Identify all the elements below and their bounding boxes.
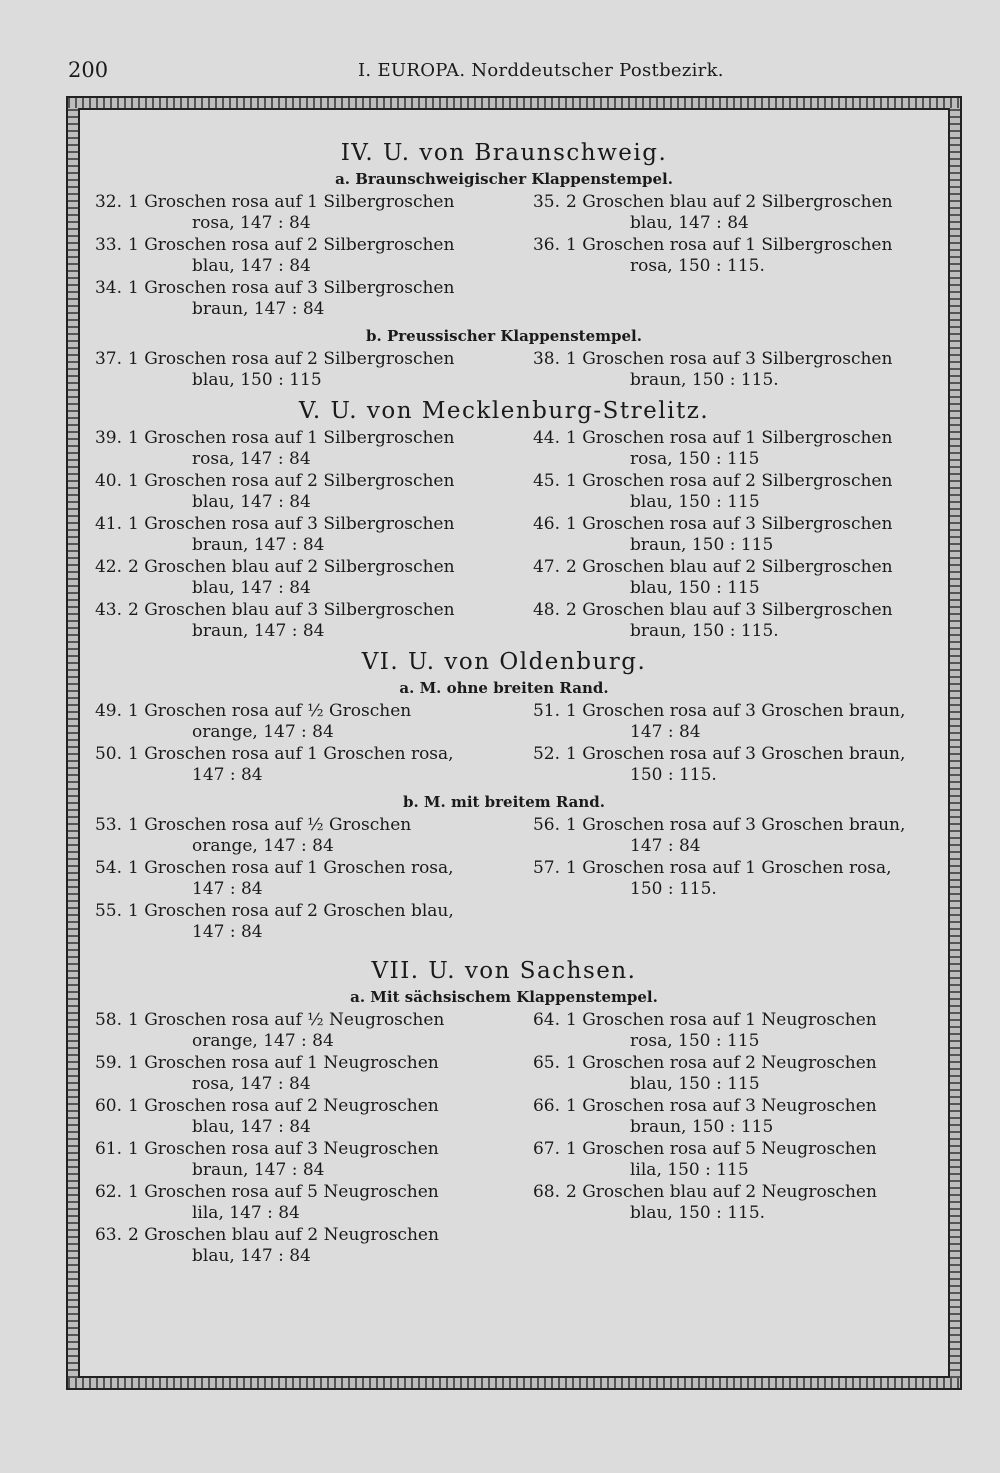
entry-number: 39. [94,428,122,448]
entry-description: 2 Groschen blau auf 3 Silbergroschen [128,600,455,620]
subsection-title: a. Mit sächsischem Klappenstempel. [350,988,658,1006]
entry-color-ratio: braun, 150 : 115 [630,1117,774,1137]
entry-color-ratio: blau, 147 : 84 [192,256,311,276]
entry-number: 34. [94,278,122,298]
entry-columns [84,701,924,787]
entry-number: 67. [532,1139,560,1159]
catalog-entry [84,744,486,786]
entry-color-ratio: braun, 147 : 84 [192,621,325,641]
entry-color-ratio: blau, 147 : 84 [192,1117,311,1137]
entry-text [128,514,486,556]
entry-color-ratio: rosa, 150 : 115 [630,1031,760,1051]
entry-description: 1 Groschen rosa auf 3 Groschen braun, [566,744,906,764]
entry-number: 53. [94,815,122,835]
entry-number: 44. [532,428,560,448]
entry-color-ratio: rosa, 147 : 84 [192,449,311,469]
entry-number: 43. [94,600,122,620]
entry-color-ratio: braun, 150 : 115. [630,621,779,641]
section-title: IV. U. von Braunschweig. [340,140,668,166]
entry-color-ratio: 147 : 84 [630,722,701,742]
left-column [84,701,486,787]
entry-number: 42. [94,557,122,577]
left-column [84,815,486,944]
entry-color-ratio: braun, 150 : 115 [630,535,774,555]
section-title: VII. U. von Sachsen. [371,958,637,984]
entry-description: 2 Groschen blau auf 2 Neugroschen [566,1182,877,1202]
right-column [522,1010,924,1268]
entry-description: 1 Groschen rosa auf 5 Neugroschen [128,1182,439,1202]
entry-number: 68. [532,1182,560,1202]
entry-number: 62. [94,1182,122,1202]
entry-description: 1 Groschen rosa auf ½ Groschen [128,815,412,835]
frame-border-left [68,108,78,1378]
entry-text [566,471,924,513]
entry-description: 2 Groschen blau auf 2 Silbergroschen [566,192,893,212]
entry-text [566,858,924,900]
entry-text [128,278,486,320]
entry-text [566,1182,924,1224]
entry-text [128,428,486,470]
entry-columns [84,349,924,392]
entry-color-ratio: rosa, 150 : 115 [630,449,760,469]
catalog-entry [522,471,924,513]
entry-number: 41. [94,514,122,534]
page-header [68,58,948,88]
entry-text [566,600,924,642]
catalog-entry [84,815,486,857]
entry-color-ratio: orange, 147 : 84 [192,722,334,742]
entry-color-ratio: blau, 147 : 84 [192,578,311,598]
entry-color-ratio: 147 : 84 [192,922,263,942]
catalog-entry [84,1096,486,1138]
entry-color-ratio: braun, 150 : 115. [630,370,779,390]
entry-number: 32. [94,192,122,212]
entry-text [128,349,486,391]
entry-color-ratio: braun, 147 : 84 [192,535,325,555]
entry-color-ratio: 147 : 84 [192,879,263,899]
entry-number: 33. [94,235,122,255]
entry-number: 51. [532,701,560,721]
entry-description: 1 Groschen rosa auf ½ Groschen [128,701,412,721]
entry-color-ratio: blau, 150 : 115 [630,1074,760,1094]
entry-text [566,1139,924,1181]
catalog-entry [522,192,924,234]
entry-description: 1 Groschen rosa auf 3 Groschen braun, [566,701,906,721]
entry-description: 1 Groschen rosa auf 1 Silbergroschen [566,428,893,448]
entry-number: 60. [94,1096,122,1116]
entry-text [128,815,486,857]
subsection-title: a. M. ohne breiten Rand. [399,679,609,697]
entry-text [128,1225,486,1267]
entry-text [128,1182,486,1224]
right-column [522,701,924,787]
entry-number: 61. [94,1139,122,1159]
entry-color-ratio: lila, 147 : 84 [192,1203,300,1223]
entry-color-ratio: blau, 150 : 115 [630,578,760,598]
entry-number: 65. [532,1053,560,1073]
entry-description: 1 Groschen rosa auf 1 Groschen rosa, [128,744,454,764]
entry-text [128,901,486,943]
catalog-section [84,649,924,944]
entry-color-ratio: braun, 147 : 84 [192,1160,325,1180]
left-column [84,192,486,321]
entry-text [128,1010,486,1052]
entry-number: 48. [532,600,560,620]
catalog-entry [522,349,924,391]
catalog-entry [84,1139,486,1181]
entry-description: 1 Groschen rosa auf 3 Neugroschen [128,1139,439,1159]
entry-number: 45. [532,471,560,491]
section-title: VI. U. von Oldenburg. [361,649,647,675]
entry-text [566,815,924,857]
entry-text [566,1053,924,1095]
entry-description: 1 Groschen rosa auf 3 Silbergroschen [566,514,893,534]
section-title: V. U. von Mecklenburg-Strelitz. [298,398,710,424]
entry-color-ratio: braun, 147 : 84 [192,299,325,319]
left-column [84,1010,486,1268]
catalog-entry [522,1182,924,1224]
entry-number: 47. [532,557,560,577]
subsection-title: b. M. mit breitem Rand. [402,793,606,811]
frame-border-right [950,108,960,1378]
entry-columns [84,1010,924,1268]
entry-number: 35. [532,192,560,212]
entry-text [566,192,924,234]
catalog-entry [522,815,924,857]
catalog-entry [84,858,486,900]
entry-color-ratio: blau, 147 : 84 [192,1246,311,1266]
entry-text [128,557,486,599]
catalog-entry [522,858,924,900]
catalog-entry [522,1139,924,1181]
entry-text [128,471,486,513]
entry-text [128,744,486,786]
entry-number: 59. [94,1053,122,1073]
entry-color-ratio: blau, 150 : 115. [630,1203,766,1223]
catalog-entry [84,471,486,513]
subsection-title: b. Preussischer Klappenstempel. [366,327,642,345]
entry-text [566,349,924,391]
entry-color-ratio: 147 : 84 [192,765,263,785]
catalog-entry [522,1010,924,1052]
entry-number: 56. [532,815,560,835]
running-head: I. EUROPA. Norddeutscher Postbezirk. [358,60,724,81]
entry-color-ratio: rosa, 150 : 115. [630,256,765,276]
entry-color-ratio: blau, 147 : 84 [630,213,749,233]
right-column [522,349,924,392]
right-column [522,428,924,643]
entry-description: 1 Groschen rosa auf 1 Silbergroschen [128,428,455,448]
catalog-entry [84,235,486,277]
catalog-section [84,140,924,392]
catalog-entry [84,428,486,470]
entry-number: 57. [532,858,560,878]
entry-number: 49. [94,701,122,721]
entry-text [128,701,486,743]
entry-color-ratio: blau, 147 : 84 [192,492,311,512]
entry-text [566,514,924,556]
catalog-entry [522,600,924,642]
entry-number: 54. [94,858,122,878]
entry-color-ratio: blau, 150 : 115 [630,492,760,512]
entry-text [566,744,924,786]
entry-description: 1 Groschen rosa auf 2 Silbergroschen [128,235,455,255]
entry-description: 1 Groschen rosa auf 1 Silbergroschen [566,235,893,255]
entry-description: 1 Groschen rosa auf 2 Neugroschen [566,1053,877,1073]
entry-number: 63. [94,1225,122,1245]
catalog-entry [522,744,924,786]
catalog-entry [84,278,486,320]
left-column [84,349,486,392]
catalog-entry [84,1010,486,1052]
catalog-entry [84,1182,486,1224]
entry-description: 1 Groschen rosa auf 3 Neugroschen [566,1096,877,1116]
catalog-entry [84,701,486,743]
catalog-entry [522,701,924,743]
entry-description: 1 Groschen rosa auf 2 Silbergroschen [566,471,893,491]
left-column [84,428,486,643]
entry-color-ratio: lila, 150 : 115 [630,1160,749,1180]
entry-description: 1 Groschen rosa auf 3 Groschen braun, [566,815,906,835]
entry-text [566,1096,924,1138]
catalog-entry [84,349,486,391]
entry-description: 1 Groschen rosa auf 1 Groschen rosa, [566,858,892,878]
subsection-title: a. Braunschweigischer Klappenstempel. [335,170,673,188]
entry-text [566,1010,924,1052]
catalog-entry [522,1096,924,1138]
entry-number: 58. [94,1010,122,1030]
entry-description: 1 Groschen rosa auf 3 Silbergroschen [566,349,893,369]
entry-color-ratio: blau, 150 : 115 [192,370,322,390]
entry-text [566,701,924,743]
entry-text [128,235,486,277]
entry-description: 2 Groschen blau auf 2 Neugroschen [128,1225,439,1245]
entry-number: 38. [532,349,560,369]
entry-description: 2 Groschen blau auf 3 Silbergroschen [566,600,893,620]
entry-columns [84,815,924,944]
catalog-entry [522,557,924,599]
catalog-entry [84,514,486,556]
catalog-entry [522,514,924,556]
entry-description: 1 Groschen rosa auf 5 Neugroschen [566,1139,877,1159]
right-column [522,815,924,944]
entry-number: 55. [94,901,122,921]
catalog-entry [84,1053,486,1095]
entry-text [128,858,486,900]
entry-color-ratio: 150 : 115. [630,765,717,785]
catalog-entry [522,428,924,470]
entry-number: 50. [94,744,122,764]
entry-description: 1 Groschen rosa auf 2 Silbergroschen [128,349,455,369]
entry-text [128,1053,486,1095]
entry-description: 1 Groschen rosa auf ½ Neugroschen [128,1010,445,1030]
entry-description: 1 Groschen rosa auf 2 Silbergroschen [128,471,455,491]
entry-color-ratio: orange, 147 : 84 [192,836,334,856]
entry-description: 1 Groschen rosa auf 3 Silbergroschen [128,278,455,298]
catalog-section [84,398,924,643]
catalog-entry [84,557,486,599]
entry-text [128,1096,486,1138]
entry-description: 1 Groschen rosa auf 3 Silbergroschen [128,514,455,534]
catalog-entry [84,192,486,234]
right-column [522,192,924,321]
catalog-entry [84,1225,486,1267]
catalog-entry [522,1053,924,1095]
entry-text [566,557,924,599]
entry-description: 1 Groschen rosa auf 1 Neugroschen [128,1053,439,1073]
entry-columns [84,192,924,321]
entry-number: 66. [532,1096,560,1116]
entry-description: 2 Groschen blau auf 2 Silbergroschen [566,557,893,577]
entry-number: 52. [532,744,560,764]
entry-color-ratio: orange, 147 : 84 [192,1031,334,1051]
entry-description: 2 Groschen blau auf 2 Silbergroschen [128,557,455,577]
entry-text [128,1139,486,1181]
entry-description: 1 Groschen rosa auf 1 Silbergroschen [128,192,455,212]
entry-description: 1 Groschen rosa auf 1 Groschen rosa, [128,858,454,878]
entry-color-ratio: 150 : 115. [630,879,717,899]
catalog-entry [522,235,924,277]
entry-description: 1 Groschen rosa auf 1 Neugroschen [566,1010,877,1030]
entry-color-ratio: rosa, 147 : 84 [192,1074,311,1094]
entry-number: 46. [532,514,560,534]
entry-number: 40. [94,471,122,491]
catalog-content [84,140,924,1274]
catalog-entry [84,600,486,642]
entry-text [566,235,924,277]
entry-color-ratio: rosa, 147 : 84 [192,213,311,233]
entry-number: 64. [532,1010,560,1030]
entry-text [128,600,486,642]
entry-description: 1 Groschen rosa auf 2 Groschen blau, [128,901,454,921]
entry-number: 36. [532,235,560,255]
entry-description: 1 Groschen rosa auf 2 Neugroschen [128,1096,439,1116]
entry-text [566,428,924,470]
catalog-section [84,958,924,1268]
entry-color-ratio: 147 : 84 [630,836,701,856]
catalog-entry [84,901,486,943]
page-number: 200 [68,58,109,82]
entry-columns [84,428,924,643]
entry-number: 37. [94,349,122,369]
entry-text [128,192,486,234]
